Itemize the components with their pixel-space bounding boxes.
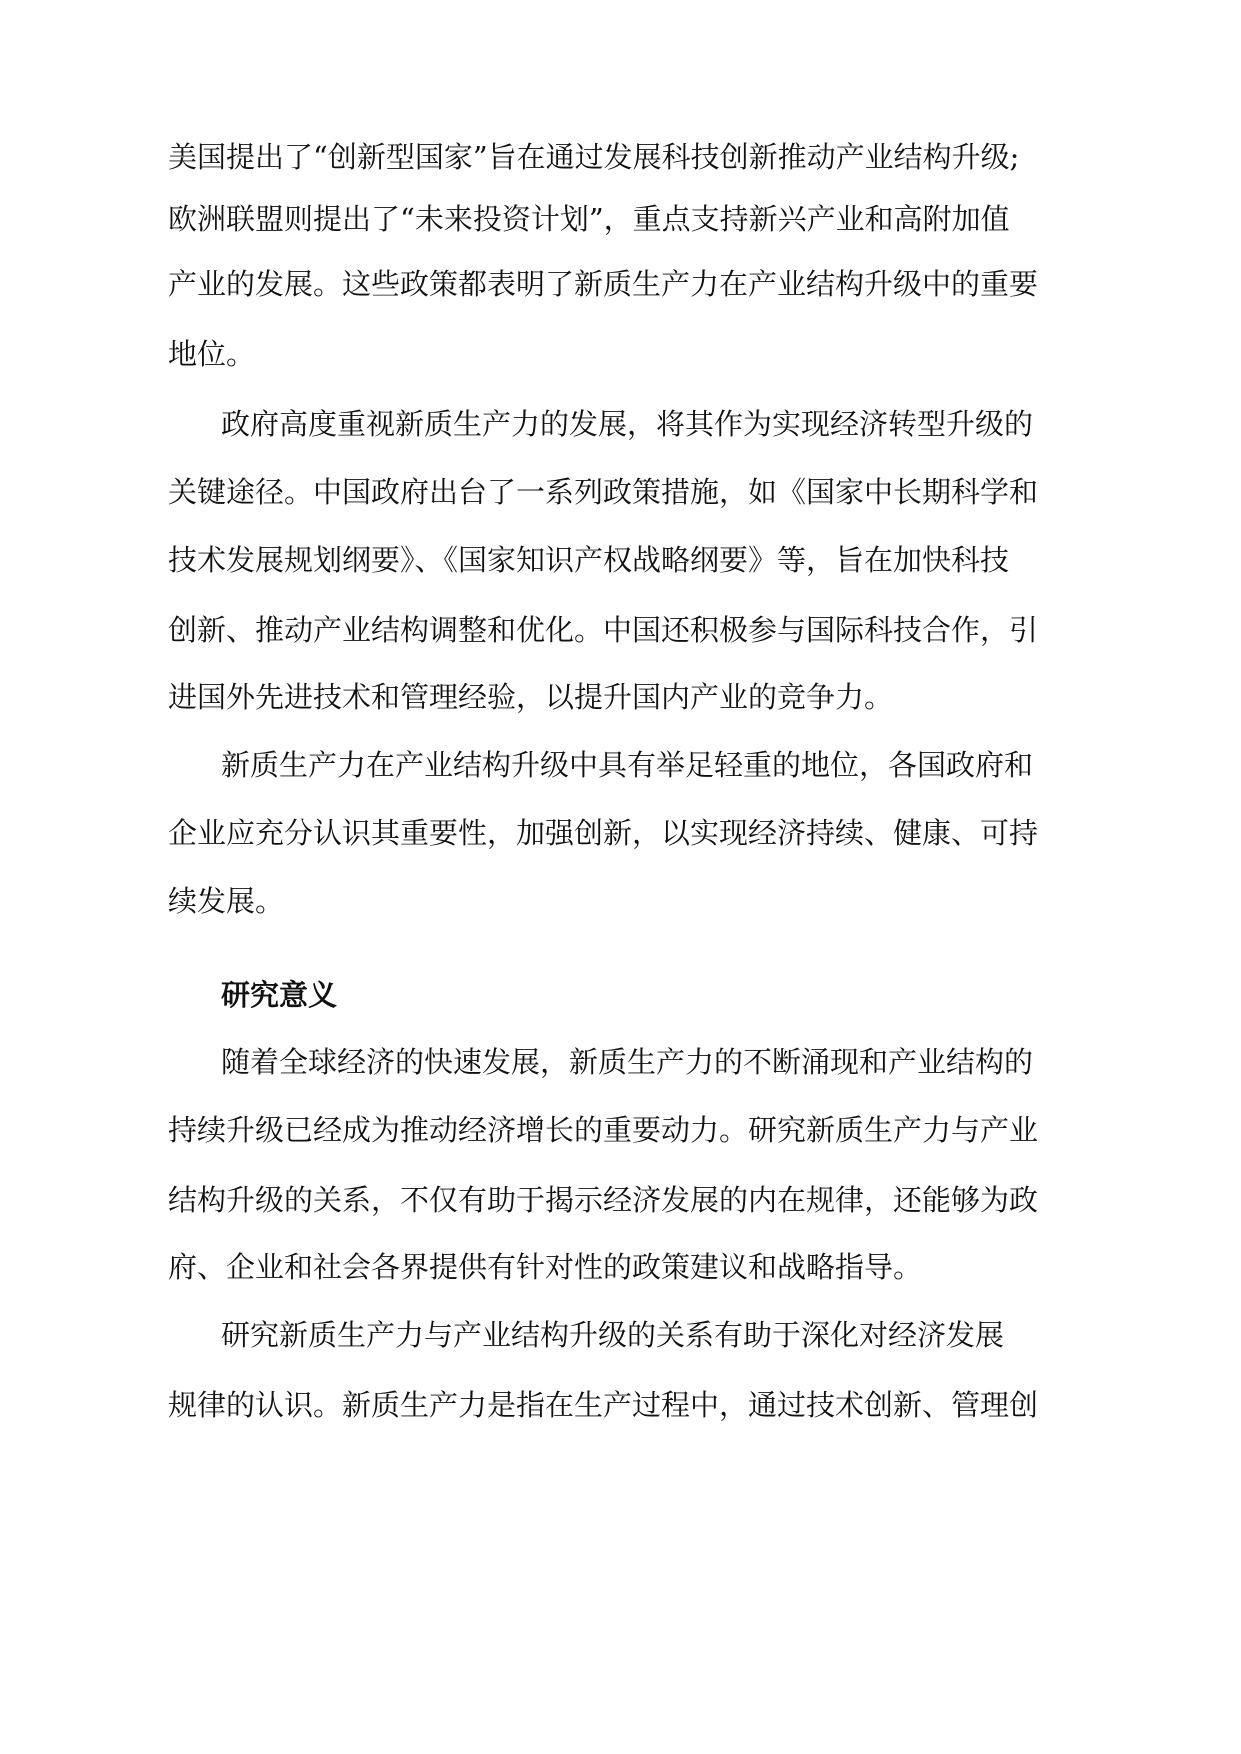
paragraph-1-line-2: 欧洲联盟则提出了“未来投资计划”，重点支持新兴产业和高附加值 — [168, 202, 1010, 236]
paragraph-1-line-3: 产业的发展。这些政策都表明了新质生产力在产业结构升级中的重要 — [168, 267, 1039, 301]
paragraph-5-line-1: 研究新质生产力与产业结构升级的关系有助于深化对经济发展 — [221, 1318, 1005, 1352]
paragraph-5-line-2: 规律的认识。新质生产力是指在生产过程中，通过技术创新、管理创 — [168, 1388, 1039, 1422]
paragraph-3-line-2: 企业应充分认识其重要性，加强创新，以实现经济持续、健康、可持 — [168, 816, 1039, 850]
paragraph-4-line-2: 持续升级已经成为推动经济增长的重要动力。研究新质生产力与产业 — [168, 1113, 1039, 1147]
paragraph-4-line-3: 结构升级的关系，不仅有助于揭示经济发展的内在规律，还能够为政 — [168, 1183, 1039, 1217]
paragraph-2-line-5: 进国外先进技术和管理经验，以提升国内产业的竞争力。 — [168, 680, 894, 714]
paragraph-1-line-4: 地位。 — [168, 337, 256, 371]
paragraph-1-line-1: 美国提出了“创新型国家”旨在通过发展科技创新推动产业结构升级; — [168, 140, 1020, 174]
paragraph-4-line-4: 府、企业和社会各界提供有针对性的政策建议和战略指导。 — [168, 1250, 923, 1284]
paragraph-2-line-1: 政府高度重视新质生产力的发展，将其作为实现经济转型升级的 — [221, 407, 1034, 441]
paragraph-2-line-2: 关键途径。中国政府出台了一系列政策措施，如《国家中长期科学和 — [168, 475, 1039, 509]
paragraph-3-line-3: 续发展。 — [168, 884, 285, 918]
paragraph-3-line-1: 新质生产力在产业结构升级中具有举足轻重的地位，各国政府和 — [221, 748, 1034, 782]
section-heading: 研究意义 — [221, 978, 338, 1012]
paragraph-4-line-1: 随着全球经济的快速发展，新质生产力的不断涌现和产业结构的 — [221, 1045, 1034, 1079]
paragraph-2-line-3: 技术发展规划纲要》、《国家知识产权战略纲要》等，旨在加快科技 — [168, 543, 1010, 577]
paragraph-2-line-4: 创新、推动产业结构调整和优化。中国还积极参与国际科技合作，引 — [168, 613, 1039, 647]
